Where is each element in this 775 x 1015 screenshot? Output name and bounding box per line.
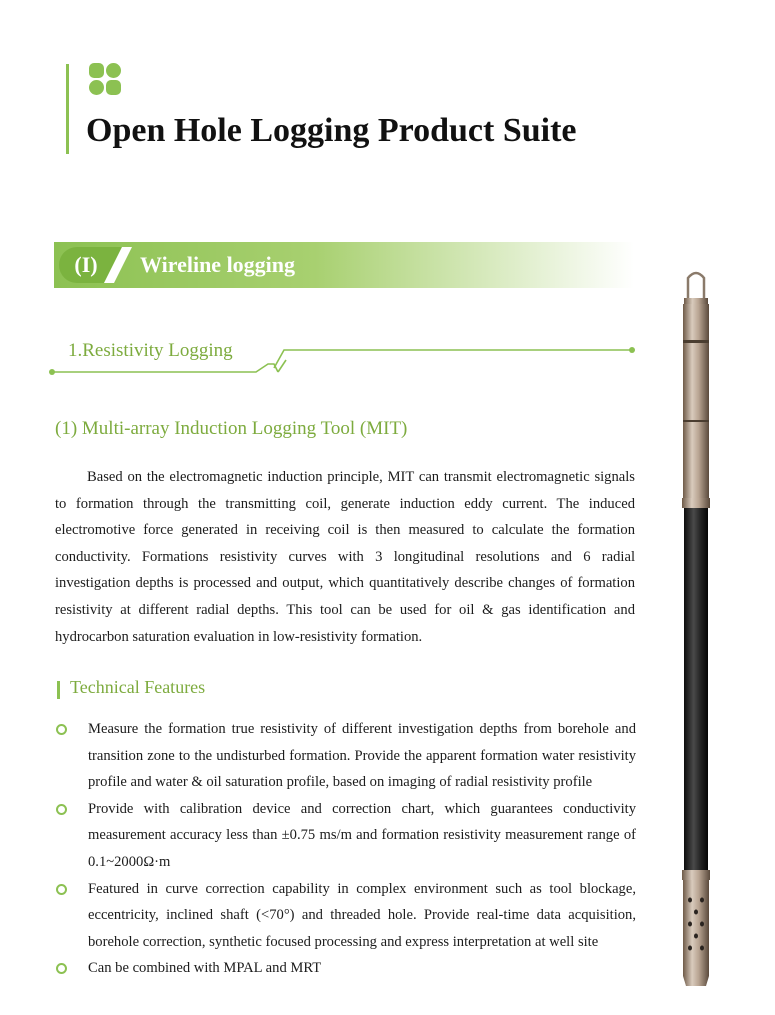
logging-tool-photo-icon [676,270,716,990]
list-item [52,955,636,982]
features-list [52,716,636,982]
ring-bullet-icon [56,884,67,895]
list-item [52,796,636,876]
features-heading: Technical Features [70,677,206,697]
list-item [52,716,636,796]
section-title: Wireline logging [140,252,296,277]
section-number: (I) [74,252,98,277]
feature-text: Provide with calibration device and correction chart, which guarantees conductivity measurement accuracy less than ±0.75 ms/m and formation resistivity measurement range of 0.1~2000Ω·m [88,800,636,870]
ring-bullet-icon [56,963,67,974]
tool-title: (1) Multi-array Induction Logging Tool (MIT) [55,418,408,439]
ring-bullet-icon [56,804,67,815]
features-heading-bar [57,681,60,699]
feature-text: Measure the formation true resistivity of different investigation depths from borehole and transition zone to the undisturbed formation. Provide the apparent formation water resistivity profile and water & oil saturation profile, based on imaging of radial resistivity profile [88,721,636,791]
feature-text: Featured in curve correction capability in complex environment such as tool blockage, eccentricity, inclined shaft (<70°) and threaded hole. Provide real-time data acquisition, borehole correction, synthetic focused processing and express interpretation at well site [88,880,636,950]
feature-text: Can be combined with MPAL and MRT [88,960,322,977]
header-accent-bar [66,64,69,154]
four-petal-logo-icon [88,62,122,96]
tool-intro-paragraph: Based on the electromagnetic induction principle, MIT can transmit electromagnetic signals to formation through the transmitting coil, generate induction eddy current. The induced electromotive force generated in receiving coil is then measured to calculate the formation conductivity. Formations resistivity curves with 3 longitudinal resolutions and 6 radial investigation depths is processed and output, which quantitatively describe changes of formation resistivity at different radial depths. This tool can be used for oil & gas identification and hydrocarbon saturation evaluation in low-resistivity formation. [55,469,635,645]
list-item [52,876,636,956]
page-title: Open Hole Logging Product Suite [86,112,577,149]
ring-bullet-icon [56,724,67,735]
subsection-title: 1.Resistivity Logging [68,340,233,361]
